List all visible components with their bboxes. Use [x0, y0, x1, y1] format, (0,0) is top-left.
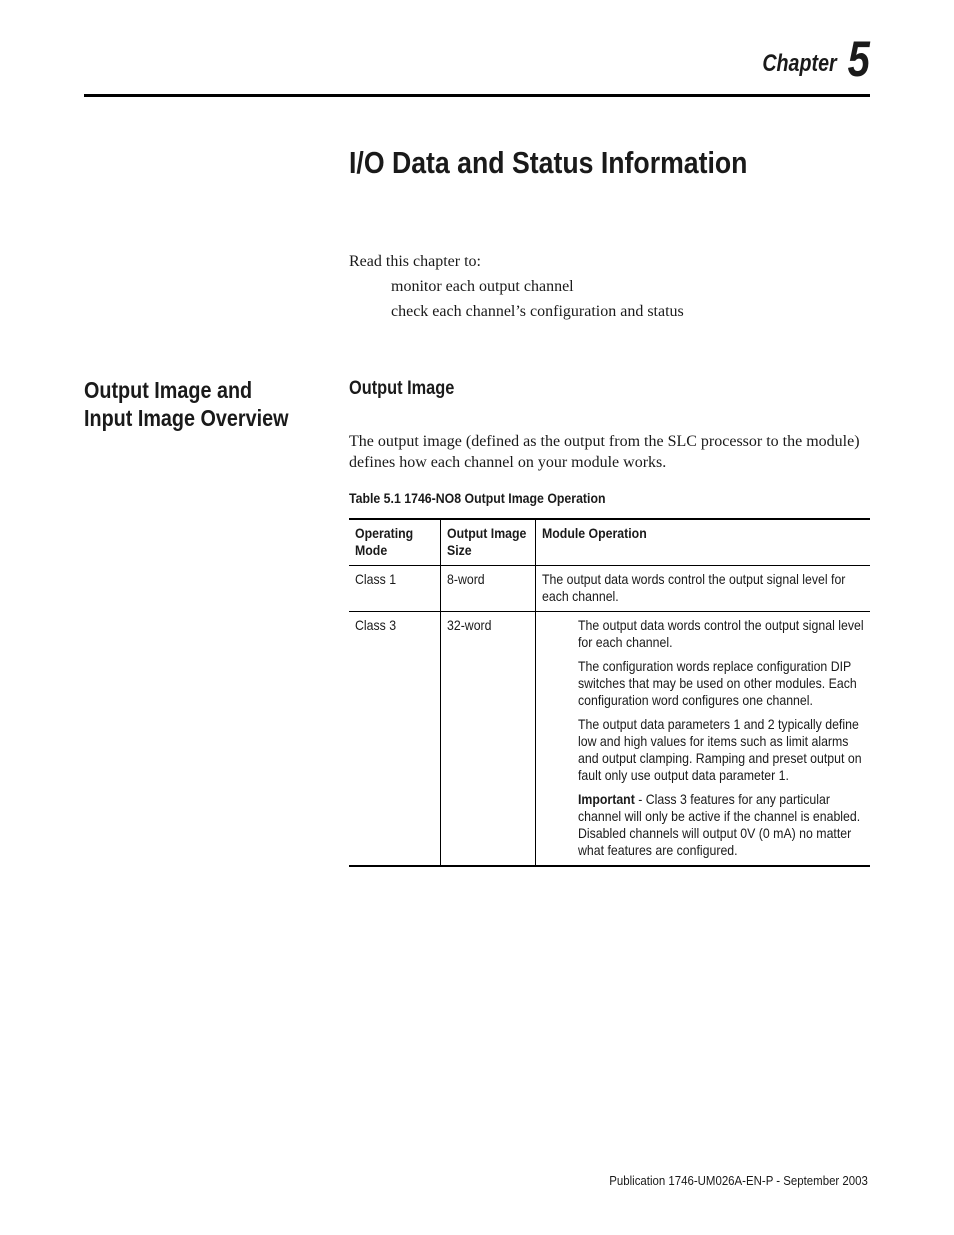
cell-size: 8-word [447, 571, 485, 587]
operation-item-text: The output data parameters 1 and 2 typically define low and high values for items such as limit alarms and output clamping. Ramping and preset output on fault only use output data parameter 1. [578, 716, 862, 783]
table-cell [349, 612, 441, 865]
subsection-heading: Output Image [349, 378, 455, 399]
table-cell [441, 612, 536, 865]
operation-table [349, 518, 870, 867]
table-header-cell [349, 520, 441, 565]
important-label: Important [578, 791, 635, 807]
cell-mode: Class 1 [355, 571, 397, 587]
header-operating-mode: Operating Mode [355, 525, 414, 558]
operation-item [578, 617, 866, 651]
section-heading: Output Image and Input Image Overview [84, 377, 289, 431]
cell-mode: Class 3 [355, 617, 397, 633]
header-module-operation: Module Operation [542, 525, 647, 541]
important-text: - Class 3 features for any particular channel will only be active if the channel is enabled. Disabled channels will output 0V (0 mA) no matter what features are configured. [578, 791, 861, 858]
chapter-rule [84, 94, 870, 97]
page-title: I/O Data and Status Information [349, 145, 748, 180]
operation-item-text: The output data words control the output signal level for each channel. [578, 617, 864, 650]
cell-operation: The output data words control the output signal level for each channel. [542, 571, 846, 604]
operation-item [578, 658, 866, 709]
operation-item [578, 716, 866, 784]
intro-lead: Read this chapter to: [349, 253, 481, 270]
intro-bullet: check each channel’s configuration and status [391, 303, 684, 320]
table-header-cell [536, 520, 870, 565]
table-header-cell [441, 520, 536, 565]
cell-size: 32-word [447, 617, 492, 633]
body-paragraph: The output image (defined as the output from the SLC processor to the module) defines how each channel on your module works. [349, 433, 860, 471]
operation-item-text: The configuration words replace configuration DIP switches that may be used on other modules. Each configuration word configures one channel. [578, 658, 857, 708]
table-row [349, 612, 870, 865]
table-caption: Table 5.1 1746-NO8 Output Image Operation [349, 490, 606, 506]
footer-publication: Publication 1746-UM026A-EN-P - September 2003 [609, 1173, 868, 1188]
operation-item-important [578, 791, 866, 859]
header-output-image-size: Output Image Size [447, 525, 527, 558]
intro-bullet: monitor each output channel [391, 278, 574, 295]
table-cell [349, 566, 441, 611]
table-cell [536, 612, 870, 865]
table-row [349, 566, 870, 612]
chapter-label: Chapter [762, 50, 837, 77]
important-note [578, 791, 864, 859]
table-cell [536, 566, 870, 611]
chapter-number: 5 [847, 31, 870, 87]
table-cell [441, 566, 536, 611]
table-header-row [349, 520, 870, 566]
